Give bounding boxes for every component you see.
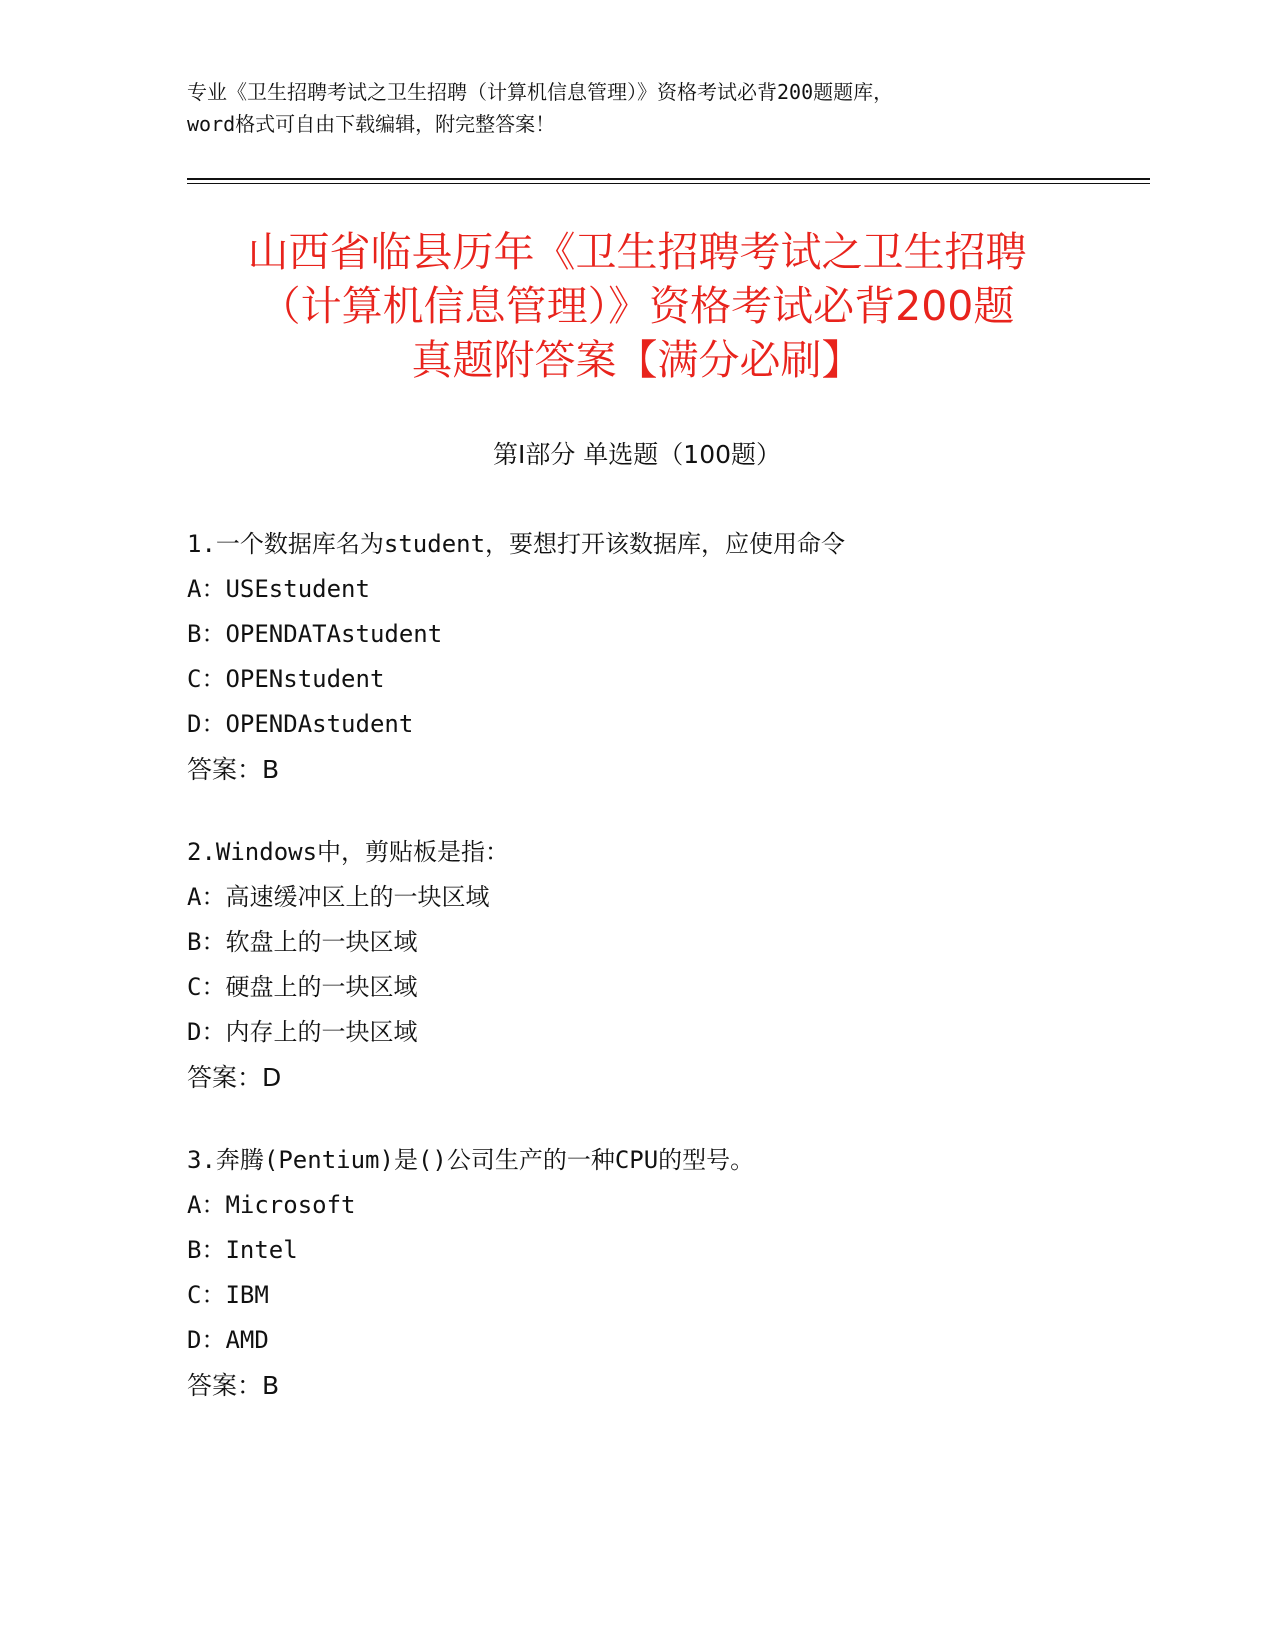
question-1 (187, 522, 1147, 792)
answer-line: 答案：B (187, 1371, 280, 1400)
option-c: C：硬盘上的一块区域 (187, 973, 418, 1001)
section-heading: 第Ⅰ部分 单选题（100题） (492, 440, 782, 469)
question-list (187, 522, 1147, 1446)
option-d: D：内存上的一块区域 (187, 1018, 418, 1046)
option-b: B：软盘上的一块区域 (187, 928, 418, 956)
header-divider-thin (187, 183, 1150, 184)
option-b: B：OPENDATAstudent (187, 620, 443, 648)
question-stem: 2.Windows中，剪贴板是指： (187, 838, 510, 866)
header-line-2: word格式可自由下载编辑，附完整答案！ (187, 112, 556, 136)
header-line-1: 专业《卫生招聘考试之卫生招聘（计算机信息管理）》资格考试必背200题题库， (187, 80, 894, 104)
option-c: C：OPENstudent (187, 665, 385, 693)
option-d: D：OPENDAstudent (187, 710, 414, 738)
question-3 (187, 1138, 1147, 1408)
title-line-2: （计算机信息管理）》资格考试必背200题 (259, 282, 1015, 330)
option-a: A：高速缓冲区上的一块区域 (187, 883, 490, 911)
header-divider-thick (187, 178, 1150, 180)
question-2 (187, 830, 1147, 1100)
page-header (187, 76, 1087, 140)
option-a: A：USEstudent (187, 575, 370, 603)
option-c: C：IBM (187, 1281, 269, 1309)
title-line-1: 山西省临县历年《卫生招聘考试之卫生招聘 (247, 228, 1027, 276)
option-d: D：AMD (187, 1326, 269, 1354)
question-stem: 3.奔腾(Pentium)是()公司生产的一种CPU的型号。 (187, 1146, 755, 1174)
title-line-3: 真题附答案【满分必刷】 (411, 336, 863, 384)
answer-line: 答案：D (187, 1063, 282, 1092)
answer-line: 答案：B (187, 755, 280, 784)
document-title (187, 225, 1087, 387)
option-b: B：Intel (187, 1236, 298, 1264)
option-a: A：Microsoft (187, 1191, 356, 1219)
question-stem: 1.一个数据库名为student，要想打开该数据库，应使用命令 (187, 530, 846, 558)
